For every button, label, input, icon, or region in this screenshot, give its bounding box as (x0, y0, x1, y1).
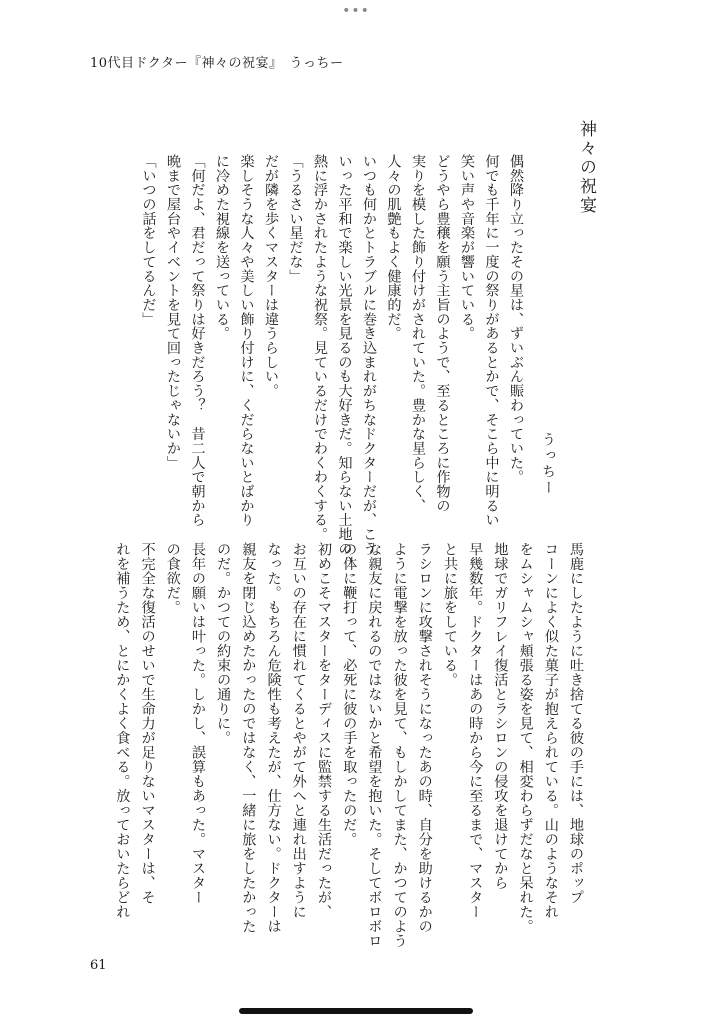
text-line: 初めこそマスターをターディスに監禁する生活だったが、 (315, 542, 332, 919)
body-text-upper (134, 154, 528, 571)
running-head: 10代目ドクター『神々の祝宴』 うっちー (90, 56, 344, 71)
text-line: 熱に浮かされたような祝祭。見ているだけでわくわくする。 (312, 154, 328, 542)
text-line: ラシロンに攻撃されそうになったあの時、自分を助けるかの (416, 542, 433, 934)
text-line: れを補うため、とにかくよく食べる。放っておいたらどれ (114, 542, 131, 919)
text-line: ように電撃を放った彼を見て、もしかしてまた、かつてのよう (391, 542, 408, 948)
text-line: コーンによく似た菓子が抱えられている。山のようなそれ (542, 542, 559, 919)
text-line: 「うるさい星だな」 (287, 154, 304, 284)
story-title: 神々の祝宴 (576, 120, 596, 215)
text-line: いった平和で楽しい光景を見るのも大好きだ。知らない土地の、 (336, 154, 353, 571)
text-line: 楽しそうな人々や美しい飾り付けに、くだらないとばかり (238, 154, 255, 528)
text-line: いつも何かとトラブルに巻き込まれがちなドクターだが、こう (361, 154, 377, 556)
text-line: 地球でガリフレイ復活とラシロンの侵攻を退けてから (492, 542, 509, 890)
text-line: 笑い声や音楽が響いている。 (459, 154, 475, 341)
text-line: だが隣を歩くマスターは違うらしい。 (263, 154, 279, 398)
text-line: 何でも千年に一度の祭りがあるとかで、そこら中に明るい (483, 154, 500, 528)
text-line: 「何だよ、君だって祭りは好きだろう？ 昔二人で朝から (189, 154, 206, 528)
text-line: 偶然降り立ったその星は、ずいぶん賑わっていた。 (508, 154, 524, 485)
text-line: 不完全な復活のせいで生命力が足りないマスターは、そ (139, 542, 156, 905)
body-text-lower (114, 542, 588, 948)
text-line: をムシャムシャ頬張る姿を見て、相変わらずだなと呆れた。 (517, 542, 534, 934)
more-horizontal-icon[interactable]: ••• (342, 3, 370, 19)
text-line: 実りを模した飾り付けがされていた。豊かな星らしく、 (410, 154, 426, 513)
home-indicator[interactable] (239, 1008, 473, 1014)
text-line: どうやら豊穣を願う主旨のようで、至るところに作物の (434, 154, 451, 513)
text-line: お互いの存在に慣れてくるとやがて外へと連れ出すように (290, 542, 307, 919)
text-line: 馬鹿にしたように吐き捨てる彼の手には、地球のポップ (568, 542, 584, 905)
page-number: 61 (90, 958, 107, 973)
text-line: のだ。かつての約束の通りに。 (215, 542, 232, 745)
text-line: 人々の肌艶もよく健康的だ。 (385, 154, 402, 341)
text-line: な親友に戻れるのではないかと希望を抱いた。そしてボロボロ (366, 542, 383, 948)
text-line: 親友を閉じ込めたかったのではなく、一緒に旅をしたかった (240, 542, 257, 934)
text-line: の食欲だ。 (164, 542, 181, 615)
text-line: 晩まで屋台やイベントを見て回ったじゃないか」 (165, 154, 181, 470)
text-line: 早幾数年。ドクターはあの時から今に至るまで、マスター (467, 542, 484, 919)
text-line: なった。もちろん危険性も考えたが、仕方ない。ドクターは (265, 542, 282, 934)
text-line: 「いつの話をしてるんだ」 (140, 154, 157, 327)
text-line: と共に旅をしている。 (441, 542, 458, 687)
text-line: の体に鞭打って、必死に彼の手を取ったのだ。 (341, 542, 358, 847)
author-name: うっちー (540, 432, 556, 496)
text-line: 長年の願いは叶った。しかし、誤算もあった。マスター (189, 542, 206, 905)
text-line: に冷めた視線を送っている。 (214, 154, 230, 341)
